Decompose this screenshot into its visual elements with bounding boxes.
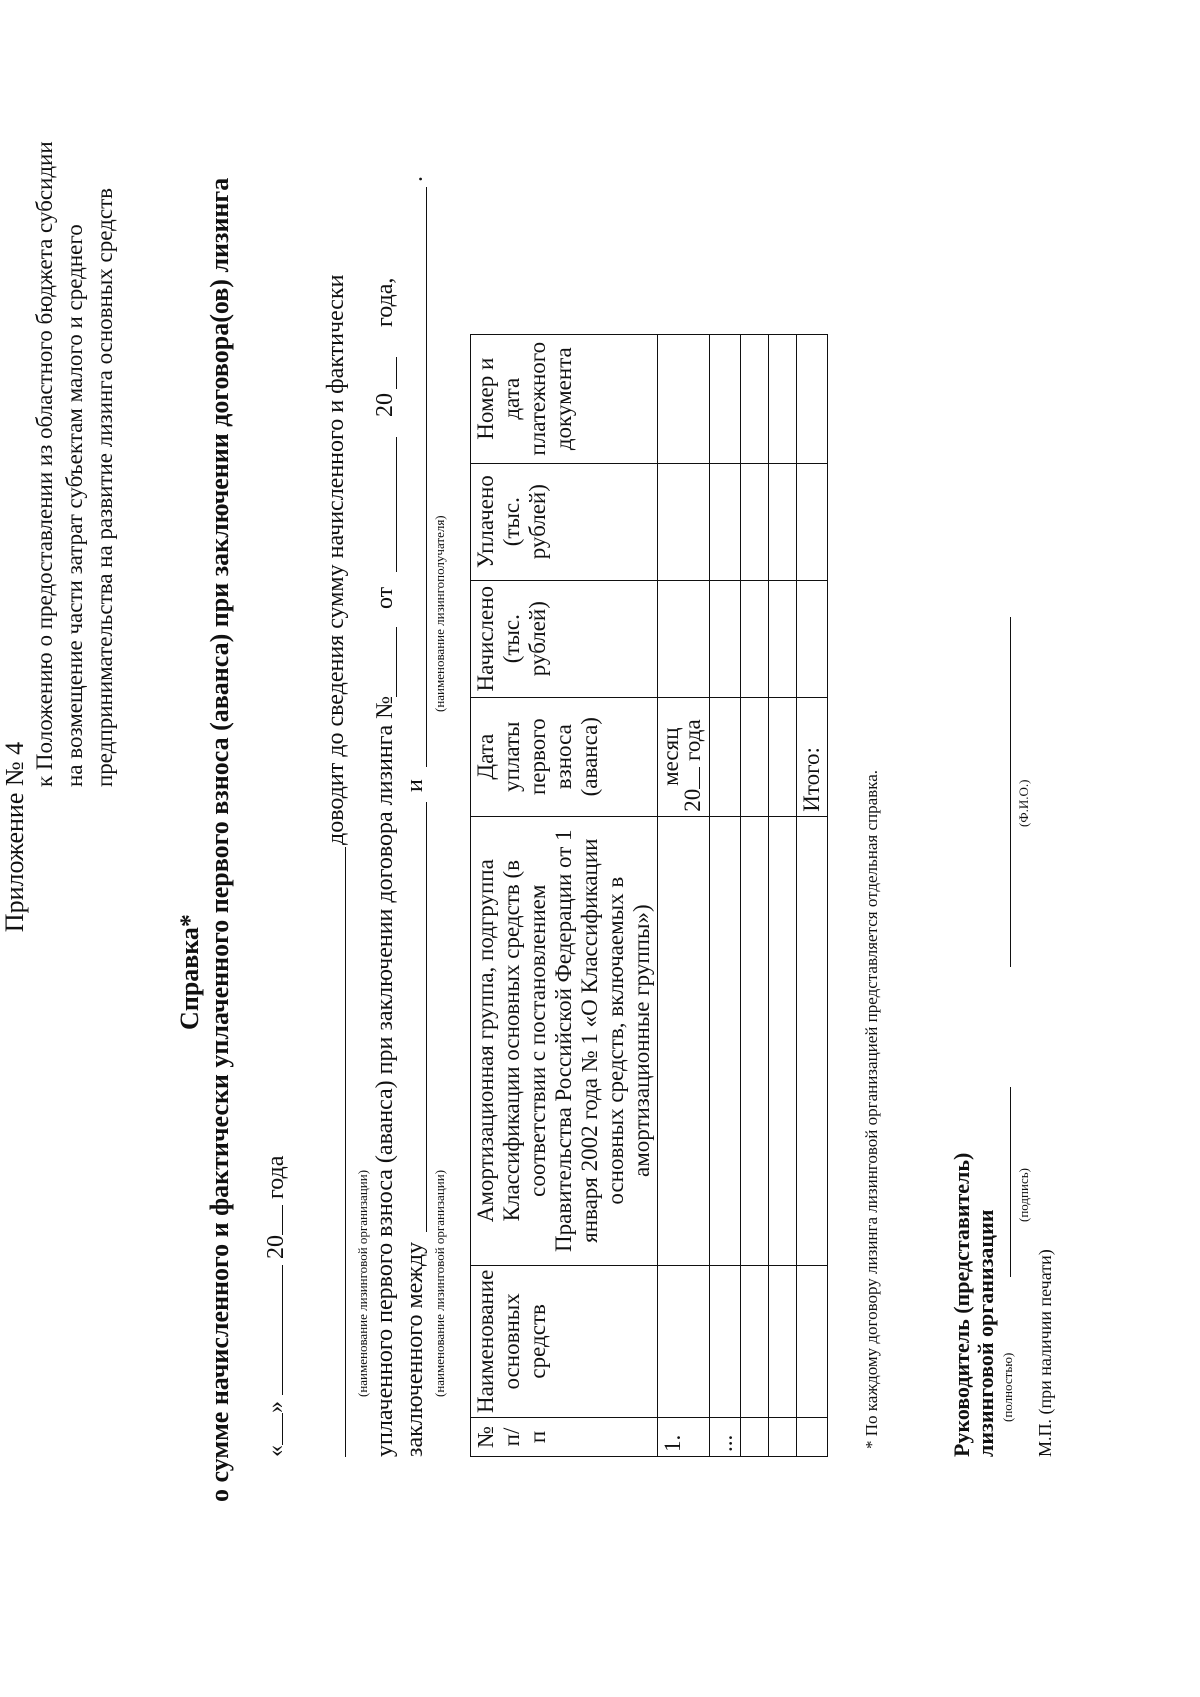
table-row: [741, 334, 769, 1456]
cell-payment-date[interactable]: [741, 697, 769, 816]
cell-payment-document[interactable]: [658, 334, 710, 463]
table-total-row: [797, 334, 828, 1456]
cell-asset-name[interactable]: [741, 1265, 769, 1417]
org-line-1-tail: доводит до сведения сумму начисленного и фактически: [323, 274, 349, 845]
cell-depreciation-group[interactable]: [741, 816, 769, 1265]
caption-name: (Ф.И.О.): [1016, 779, 1031, 827]
contract-date-blank[interactable]: [376, 437, 397, 572]
cell-asset-name[interactable]: [710, 1265, 741, 1417]
date-line: [262, 1156, 290, 1457]
org-line-3-end: .: [402, 176, 428, 182]
close-quote: »: [263, 1401, 289, 1413]
header-number: № п/п: [471, 1418, 658, 1457]
cell-asset-name[interactable]: [769, 1265, 797, 1417]
payment-date-year-prefix: 20: [680, 788, 705, 812]
cell-depreciation-group[interactable]: [658, 816, 710, 1265]
table-row: [710, 334, 741, 1456]
header-asset-name: Наименование основных средств: [471, 1265, 658, 1417]
table-row: [769, 334, 797, 1456]
row-number: [769, 1418, 797, 1457]
cell-payment-document[interactable]: [710, 334, 741, 463]
cell-paid[interactable]: [658, 463, 710, 580]
org-line-2-year: 20: [372, 393, 398, 417]
document-subtitle: о сумме начисленного и фактически уплаченного первого взноса (аванса) при заключении договора(ов) лизинга: [205, 177, 234, 1502]
preamble-line-3: предпринимательства на развитие лизинга основных средств: [92, 188, 117, 787]
row-number: ...: [710, 1418, 741, 1457]
cell-accrued[interactable]: [741, 580, 769, 697]
header-payment-date: Дата уплаты первого взноса (аванса): [471, 697, 658, 816]
payment-date-year-suffix: года: [680, 719, 705, 761]
caption-full: (полностью): [1000, 1352, 1015, 1422]
org-line-2: [372, 37, 402, 1457]
caption-lessee: (наименование лизингополучателя): [432, 515, 447, 712]
table-row: [658, 334, 710, 1456]
cell-payment-date[interactable]: [658, 697, 710, 816]
document-title: Справка*: [175, 914, 204, 1030]
row-number: [741, 1418, 769, 1457]
org-line-2-text: уплаченного первого взноса (аванса) при заключении договора лизинга №: [372, 695, 398, 1457]
footnote: * По каждому договору лизинга лизинговой организацией представляется отдельная справка.: [862, 770, 881, 1449]
advance-payment-table: [470, 334, 828, 1457]
caption-signature: (подпись): [1016, 1168, 1031, 1222]
payment-date-year-blank: [685, 767, 700, 789]
month-blank[interactable]: [262, 1265, 283, 1395]
day-blank[interactable]: [262, 1413, 283, 1445]
row-number: 1.: [658, 1418, 710, 1457]
cell-accrued[interactable]: [710, 580, 741, 697]
appendix-title: Приложение № 4: [0, 741, 29, 933]
table-header-row: [471, 334, 658, 1456]
appendix-preamble: [30, 141, 120, 787]
total-label: Итого:: [797, 697, 828, 816]
cell-paid[interactable]: [710, 463, 741, 580]
stamp-note: М.П. (при наличии печати): [1035, 1249, 1055, 1457]
between-lessee-blank[interactable]: [406, 187, 427, 767]
signatory-title-2: лизинговой организации: [973, 1209, 998, 1457]
org-line-3-and: и: [402, 779, 428, 792]
year-prefix: 20: [263, 1235, 289, 1259]
signatory-title-1: Руководитель (представитель): [949, 1152, 974, 1457]
contract-year-blank[interactable]: [376, 357, 397, 389]
year-suffix: года: [263, 1155, 289, 1199]
cell-total-accrued[interactable]: [797, 580, 828, 697]
cell-paid[interactable]: [741, 463, 769, 580]
open-quote: «: [263, 1445, 289, 1457]
cell-total-paid[interactable]: [797, 463, 828, 580]
org-line-3-text: заключенного между: [402, 1241, 428, 1457]
cell-depreciation-group[interactable]: [769, 816, 797, 1265]
lessor-name-blank[interactable]: [325, 847, 346, 1457]
row-number: [797, 1418, 828, 1457]
org-line-2-from: от: [372, 586, 398, 609]
cell-accrued[interactable]: [769, 580, 797, 697]
full-name-blank[interactable]: [990, 617, 1011, 967]
cell-depreciation-group[interactable]: [710, 816, 741, 1265]
cell-payment-date[interactable]: [769, 697, 797, 816]
header-payment-document: Номер и дата платежного документа: [471, 334, 658, 463]
header-accrued: Начислено (тыс. рублей): [471, 580, 658, 697]
cell-payment-date[interactable]: [710, 697, 741, 816]
org-line-2-tail: года,: [372, 277, 398, 327]
cell-depreciation-group: [797, 816, 828, 1265]
cell-accrued[interactable]: [658, 580, 710, 697]
cell-total-document: [797, 334, 828, 463]
contract-number-blank[interactable]: [376, 627, 397, 697]
cell-payment-document[interactable]: [769, 334, 797, 463]
preamble-line-2: на возмещение части затрат субъектам малого и среднего: [62, 224, 87, 787]
cell-paid[interactable]: [769, 463, 797, 580]
caption-lessor-2: (наименование лизинговой организации): [432, 1169, 447, 1397]
caption-lessor-1: (наименование лизинговой организации): [355, 1169, 370, 1397]
header-paid: Уплачено (тыс. рублей): [471, 463, 658, 580]
between-lessor-blank[interactable]: [406, 802, 427, 1232]
org-line-1: [325, 37, 355, 1457]
org-line-3: [402, 37, 432, 1457]
signature-blank[interactable]: [990, 1087, 1011, 1277]
year-blank[interactable]: [262, 1205, 283, 1235]
payment-date-year-line: [682, 702, 704, 812]
cell-payment-document[interactable]: [741, 334, 769, 463]
header-depreciation-group: Амортизационная группа, подгруппа Классификации основных средств (в соответствии с постановлением Правительства Российской Федерации от 1 января 2002 года № 1 «О Классификации основных средств, включаемых в амортизационные группы»): [471, 816, 658, 1265]
preamble-line-1: к Положению о предоставлении из областного бюджета субсидии: [32, 141, 57, 787]
payment-date-month: месяц: [658, 727, 683, 786]
cell-asset-name: [797, 1265, 828, 1417]
cell-asset-name[interactable]: [658, 1265, 710, 1417]
